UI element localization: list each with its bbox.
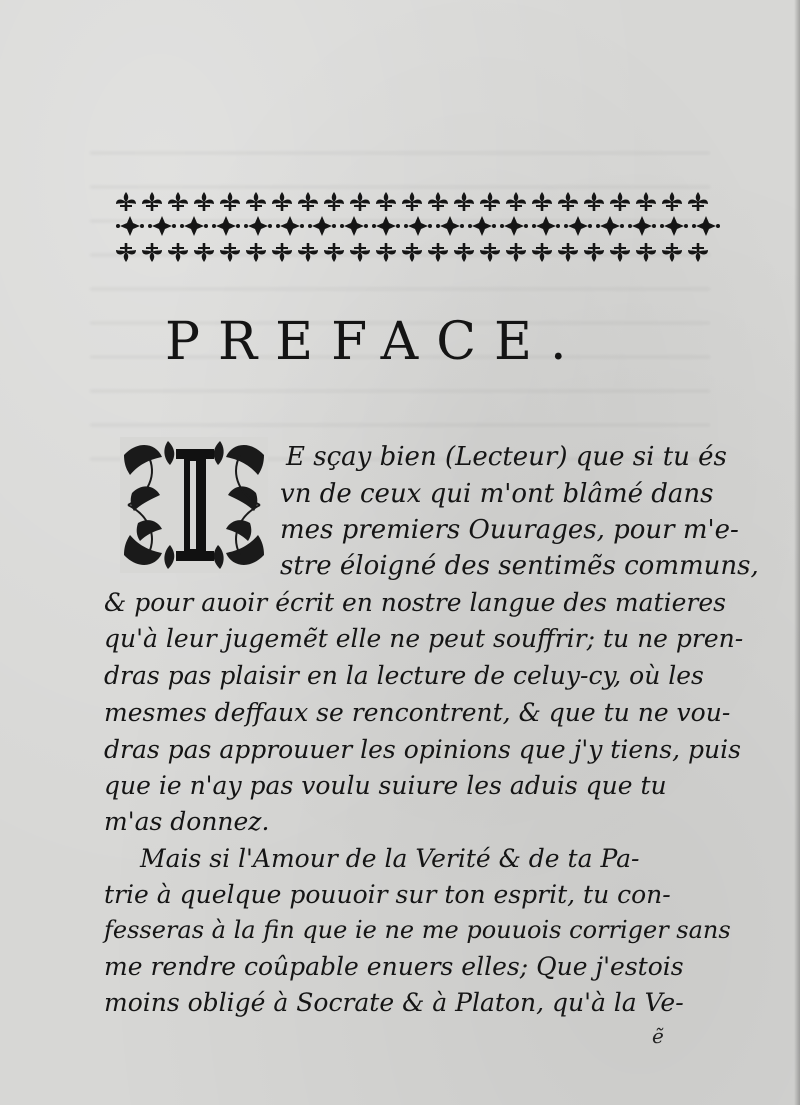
- text-line: dras pas approuuer les opinions que j'y tiens, puis: [104, 735, 741, 764]
- fleuron-ornament-band: [100, 180, 740, 270]
- text-line: fesseras à la fin que ie ne me pouuois corriger sans: [104, 916, 731, 944]
- text-line: Mais si l'Amour de la Verité & de ta Pa-: [140, 844, 640, 873]
- signature-mark: ẽ: [652, 1024, 664, 1048]
- text-line: qu'à leur jugemẽt elle ne peut souffrir; tu ne pren-: [104, 624, 744, 653]
- text-line: mesmes deffaux se rencontrent, & que tu ne vou-: [104, 698, 731, 727]
- text-line: trie à quelque pouuoir sur ton esprit, tu con-: [104, 880, 671, 909]
- text-line: m'as donnez.: [104, 807, 270, 836]
- decorated-dropcap: [118, 435, 270, 575]
- text-line: moins obligé à Socrate & à Platon, qu'à la Ve-: [104, 988, 684, 1017]
- text-line: E sçay bien (Lecteur) que si tu és: [286, 442, 727, 472]
- text-line: vn de ceux qui m'ont blâmé dans: [280, 479, 714, 509]
- dropcap-letter: I: [194, 515, 195, 516]
- page-title: PREFACE.: [165, 312, 585, 372]
- page-edge-shadow: [794, 0, 800, 1105]
- text-line: & pour auoir écrit en nostre langue des matieres: [104, 588, 726, 617]
- text-line: mes premiers Ouurages, pour m'e-: [280, 515, 739, 545]
- text-line: stre éloigné des sentimẽs communs,: [280, 551, 759, 581]
- text-line: que ie n'ay pas voulu suiure les aduis que tu: [104, 771, 667, 800]
- text-line: me rendre coûpable enuers elles; Que j'estois: [104, 952, 684, 981]
- text-line: dras pas plaisir en la lecture de celuy-cy, où les: [104, 661, 704, 690]
